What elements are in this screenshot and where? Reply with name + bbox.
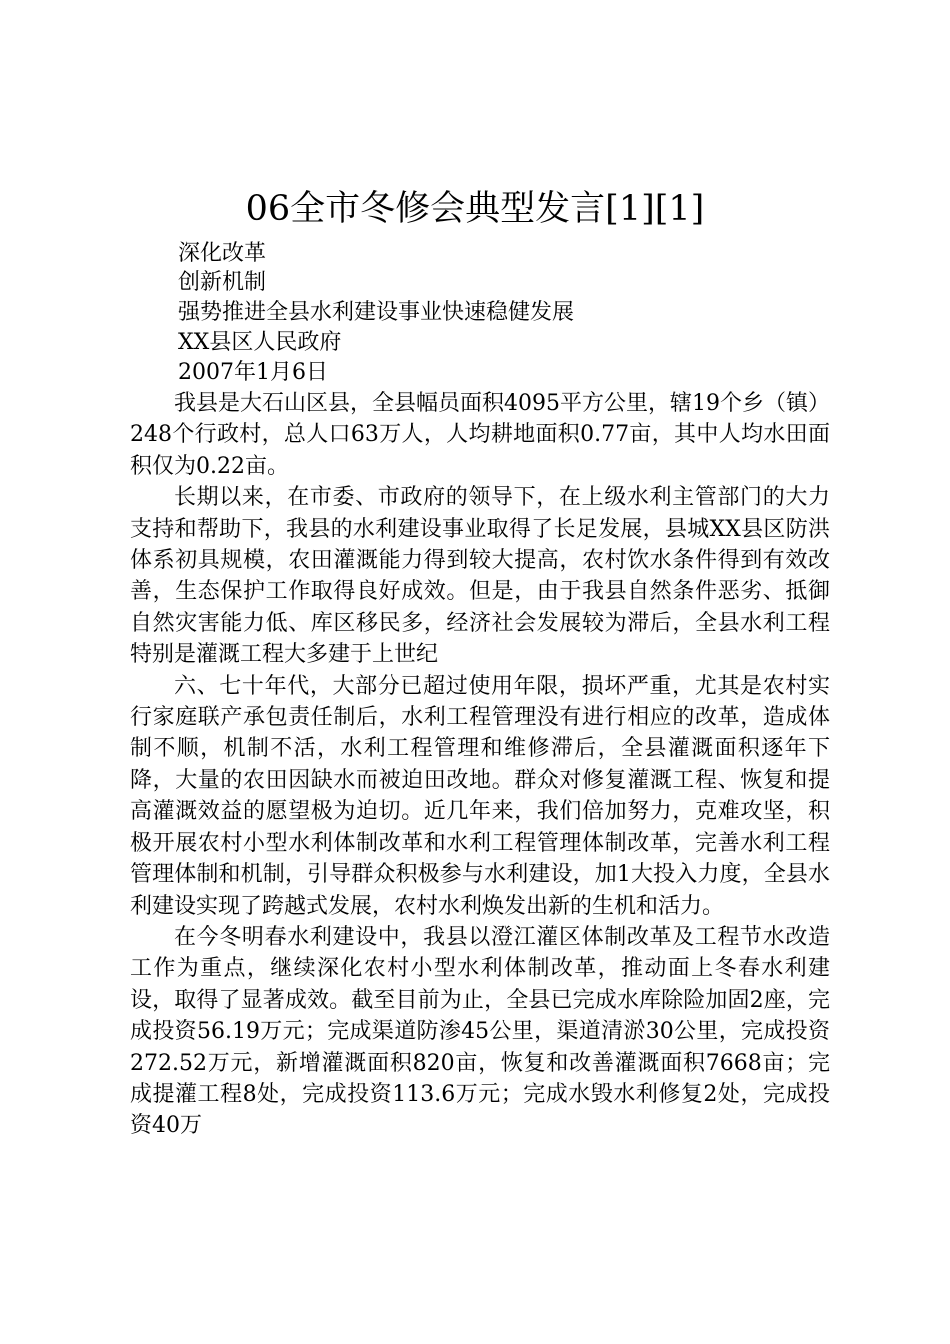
paragraph: 六、七十年代，大部分已超过使用年限，损坏严重，尤其是农村实行家庭联产承包责任制后，水利工程管理没有进行相应的改革，造成体制不顺，机制不活，水利工程管理和维修滞后，全县灌溉面积逐年下降，大量的农田因缺水而被迫田改地。群众对修复灌溉工程、恢复和提高灌溉效益的愿望极为迫切。近几年来，我们倍加努力，克难攻坚，积极开展农村小型水利体制改革和水利工程管理体制改革，完善水利工程管理体制和机制，引导群众积极参与水利建设，加1大投入力度，全县水利建设实现了跨越式发展，农村水利焕发出新的生机和活力。 bbox=[130, 673, 830, 919]
paragraph: 长期以来，在市委、市政府的领导下，在上级水利主管部门的大力支持和帮助下，我县的水利建设事业取得了长足发展，县城XX县区防洪体系初具规模，农田灌溉能力得到较大提高，农村饮水条件得到有效改善，生态保护工作取得良好成效。但是，由于我县自然条件恶劣、抵御自然灾害能力低、库区移民多，经济社会发展较为滞后，全县水利工程特别是灌溉工程大多建于上世纪 bbox=[130, 485, 830, 668]
document-body bbox=[130, 388, 830, 1142]
issuer-line: XX县区人民政府 bbox=[178, 330, 342, 355]
document-title: 06全市冬修会典型发言[1][1] bbox=[245, 189, 705, 229]
date-line: 2007年1月6日 bbox=[178, 360, 328, 385]
heading-line-1: 深化改革 bbox=[178, 241, 267, 266]
heading-line-2: 创新机制 bbox=[178, 270, 267, 295]
heading-line-3: 强势推进全县水利建设事业快速稳健发展 bbox=[178, 300, 575, 325]
paragraph: 我县是大石山区县，全县幅员面积4095平方公里，辖19个乡（镇）248个行政村，总人口63万人，人均耕地面积0.77亩，其中人均水田面积仅为0.22亩。 bbox=[130, 391, 831, 479]
paragraph: 在今冬明春水利建设中，我县以澄江灌区体制改革及工程节水改造工作为重点，继续深化农村小型水利体制改革，推动面上冬春水利建设，取得了显著成效。截至目前为止，全县已完成水库除险加固2座，完成投资56.19万元；完成渠道防渗45公里，渠道清淤30公里，完成投资272.52万元，新增灌溉面积820亩，恢复和改善灌溉面积7668亩；完成提灌工程8处，完成投资113.6万元；完成水毁水利修复2处，完成投资40万 bbox=[130, 924, 830, 1139]
